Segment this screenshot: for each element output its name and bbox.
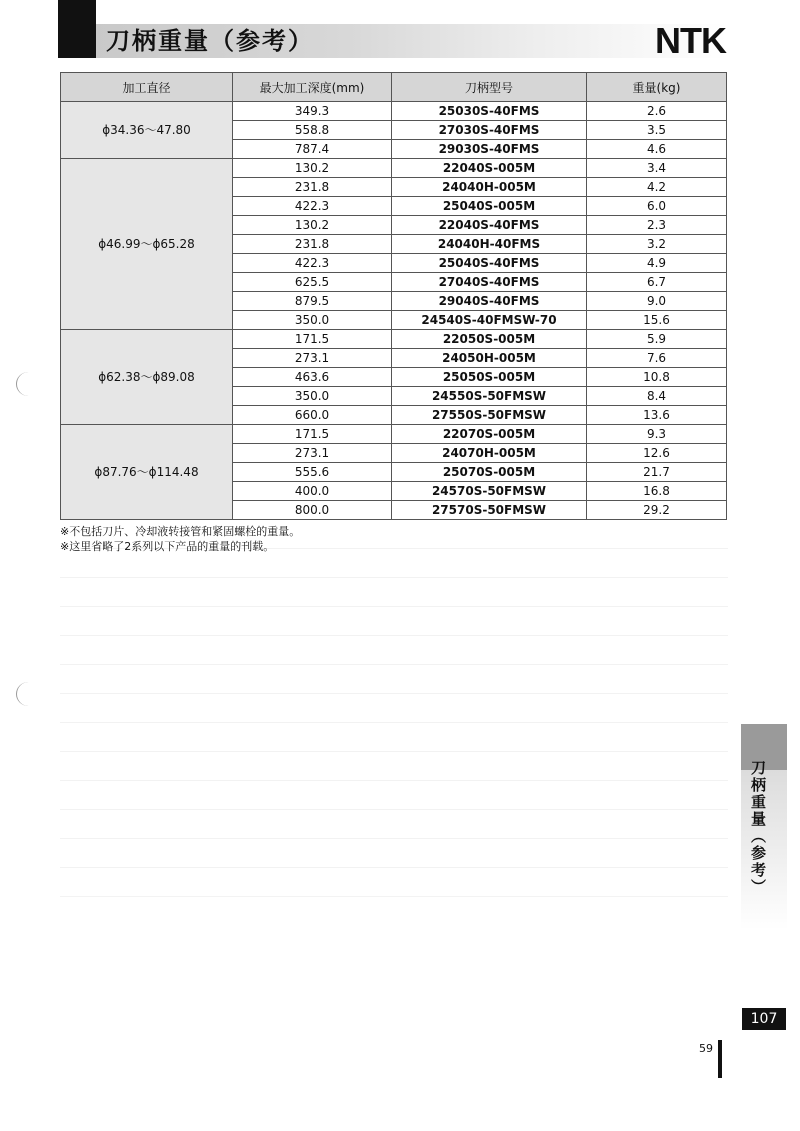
depth-cell: 273.1: [233, 444, 392, 463]
weight-cell: 4.6: [587, 140, 727, 159]
header-black-tab: [58, 0, 96, 58]
footnote: ※这里省略了2系列以下产品的重量的刊载。: [60, 540, 275, 553]
col-header-weight: 重量(kg): [587, 73, 727, 102]
diameter-cell: ϕ62.38～ϕ89.08: [61, 330, 233, 425]
depth-cell: 231.8: [233, 235, 392, 254]
depth-cell: 400.0: [233, 482, 392, 501]
model-cell: 27040S-40FMS: [392, 273, 587, 292]
weight-cell: 9.3: [587, 425, 727, 444]
model-cell: 22040S-005M: [392, 159, 587, 178]
depth-cell: 800.0: [233, 501, 392, 520]
holder-weight-table: [60, 72, 727, 520]
depth-cell: 273.1: [233, 349, 392, 368]
col-header-model: 刀柄型号: [392, 73, 587, 102]
weight-cell: 12.6: [587, 444, 727, 463]
weight-cell: 8.4: [587, 387, 727, 406]
weight-cell: 29.2: [587, 501, 727, 520]
model-cell: 27570S-50FMSW: [392, 501, 587, 520]
col-header-depth: 最大加工深度(mm): [233, 73, 392, 102]
weight-cell: 9.0: [587, 292, 727, 311]
model-cell: 25070S-005M: [392, 463, 587, 482]
side-section-label: 刀柄重量（参考）: [749, 760, 767, 896]
weight-cell: 3.4: [587, 159, 727, 178]
depth-cell: 660.0: [233, 406, 392, 425]
weight-cell: 13.6: [587, 406, 727, 425]
model-cell: 22050S-005M: [392, 330, 587, 349]
brand-logo: NTK: [655, 20, 726, 61]
model-cell: 24040H-40FMS: [392, 235, 587, 254]
depth-cell: 350.0: [233, 311, 392, 330]
weight-cell: 6.7: [587, 273, 727, 292]
weight-cell: 3.2: [587, 235, 727, 254]
diameter-cell: ϕ34.36～47.80: [61, 102, 233, 159]
model-cell: 27550S-50FMSW: [392, 406, 587, 425]
weight-cell: 2.6: [587, 102, 727, 121]
depth-cell: 463.6: [233, 368, 392, 387]
model-cell: 27030S-40FMS: [392, 121, 587, 140]
model-cell: 29030S-40FMS: [392, 140, 587, 159]
model-cell: 25040S-40FMS: [392, 254, 587, 273]
weight-cell: 4.9: [587, 254, 727, 273]
footnote: ※不包括刀片、冷却液转接管和紧固螺栓的重量。: [60, 525, 301, 538]
weight-cell: 3.5: [587, 121, 727, 140]
depth-cell: 130.2: [233, 159, 392, 178]
model-cell: 24070H-005M: [392, 444, 587, 463]
model-cell: 24040H-005M: [392, 178, 587, 197]
model-cell: 22040S-40FMS: [392, 216, 587, 235]
depth-cell: 422.3: [233, 197, 392, 216]
depth-cell: 350.0: [233, 387, 392, 406]
table-row: [61, 102, 727, 121]
weight-cell: 21.7: [587, 463, 727, 482]
depth-cell: 349.3: [233, 102, 392, 121]
depth-cell: 231.8: [233, 178, 392, 197]
depth-cell: 787.4: [233, 140, 392, 159]
table-row: [61, 425, 727, 444]
depth-cell: 422.3: [233, 254, 392, 273]
weight-cell: 15.6: [587, 311, 727, 330]
model-cell: 25040S-005M: [392, 197, 587, 216]
depth-cell: 625.5: [233, 273, 392, 292]
depth-cell: 558.8: [233, 121, 392, 140]
section-page-badge: 107: [742, 1008, 786, 1030]
depth-cell: 130.2: [233, 216, 392, 235]
table-body: [61, 102, 727, 520]
table-header-row: [61, 73, 727, 102]
weight-cell: 16.8: [587, 482, 727, 501]
binder-hole-mark: [16, 682, 41, 706]
diameter-cell: ϕ46.99～ϕ65.28: [61, 159, 233, 330]
model-cell: 25030S-40FMS: [392, 102, 587, 121]
footnotes: [60, 524, 300, 554]
table-row: [61, 330, 727, 349]
weight-cell: 6.0: [587, 197, 727, 216]
weight-cell: 5.9: [587, 330, 727, 349]
depth-cell: 171.5: [233, 425, 392, 444]
model-cell: 24050H-005M: [392, 349, 587, 368]
model-cell: 24570S-50FMSW: [392, 482, 587, 501]
table-row: [61, 159, 727, 178]
model-cell: 24540S-40FMSW-70: [392, 311, 587, 330]
binder-hole-mark: [16, 372, 41, 396]
model-cell: 25050S-005M: [392, 368, 587, 387]
depth-cell: 879.5: [233, 292, 392, 311]
model-cell: 22070S-005M: [392, 425, 587, 444]
depth-cell: 555.6: [233, 463, 392, 482]
bleed-through-background: [60, 520, 728, 900]
col-header-diameter: 加工直径: [61, 73, 233, 102]
model-cell: 24550S-50FMSW: [392, 387, 587, 406]
page-number: 59: [699, 1042, 713, 1055]
depth-cell: 171.5: [233, 330, 392, 349]
model-cell: 29040S-40FMS: [392, 292, 587, 311]
diameter-cell: ϕ87.76～ϕ114.48: [61, 425, 233, 520]
weight-cell: 4.2: [587, 178, 727, 197]
page-title: 刀柄重量（参考）: [106, 27, 314, 55]
page-number-bar: [718, 1040, 722, 1078]
weight-cell: 10.8: [587, 368, 727, 387]
weight-cell: 2.3: [587, 216, 727, 235]
weight-cell: 7.6: [587, 349, 727, 368]
